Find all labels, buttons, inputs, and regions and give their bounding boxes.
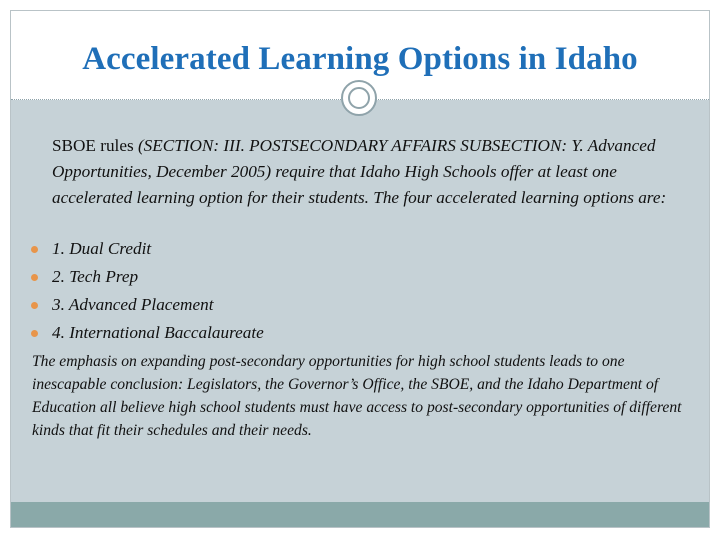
- list-item: [30, 264, 680, 292]
- list-item: [30, 320, 680, 348]
- option-label: 2. Tech Prep: [52, 267, 139, 286]
- circle-ornament-inner: [348, 87, 370, 109]
- summary-paragraph: The emphasis on expanding post-secondary opportunities for high school students leads to one inescapable conclusion: Legislators, the Governor’s Office, the SBOE, and the Idaho Department of Education all believe high school students must have access to post-secondary opportunities of different kinds that fit their schedules and their needs.: [32, 353, 682, 439]
- intro-citation: (SECTION: III. POSTSECONDARY AFFAIRS SUBSECTION: Y. Advanced Opportunities, December 2005) require that Idaho High Schools offer at least one accelerated learning option for their students. The four accelerated learning options are:: [52, 136, 667, 207]
- bullet-icon: [31, 330, 38, 337]
- bullet-icon: [31, 274, 38, 281]
- list-item: [30, 292, 680, 320]
- bullet-icon: [31, 302, 38, 309]
- intro-paragraph: [52, 133, 692, 211]
- options-list: [30, 236, 680, 348]
- intro-prefix: SBOE rules: [52, 136, 138, 155]
- option-label: 3. Advanced Placement: [52, 295, 214, 314]
- slide-title: Accelerated Learning Options in Idaho: [82, 41, 638, 77]
- footer-band: [11, 502, 709, 527]
- bullet-icon: [31, 246, 38, 253]
- circle-ornament-icon: [341, 80, 377, 116]
- list-item: [30, 236, 680, 264]
- option-label: 4. International Baccalaureate: [52, 323, 264, 342]
- option-label: 1. Dual Credit: [52, 239, 152, 258]
